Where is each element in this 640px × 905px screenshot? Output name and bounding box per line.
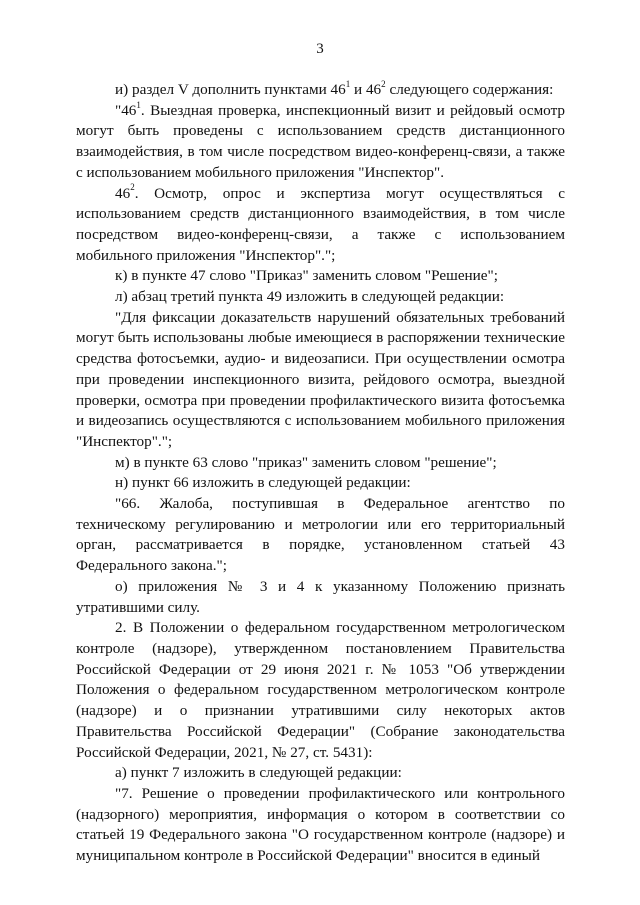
paragraph-item-n: н) пункт 66 изложить в следующей редакции: [115,474,411,492]
paragraph-item-a: а) пункт 7 изложить в следующей редакции: [115,764,402,782]
document-body [76,80,565,867]
paragraph-quote-7: "7. Решение о проведении профилактического или контрольного (надзорного) мероприятия, информация о котором в соответствии со статьей 19 Федерального закона "О государственном контроле (надзоре) и муниципальном контроле в Российской Федерации" вносится в единый [76,784,565,865]
page-number: 3 [316,41,324,57]
paragraph-quote-49: "Для фиксации доказательств нарушений обязательных требований могут быть использованы любые имеющиеся в распоряжении технические средства фотосъемки, аудио- и видеозаписи. При осуществлении осмотра при проведении инспекционного визита, рейдового осмотра, выездной проверки, осмотра при проведении профилактического визита фотосъемка и видеозапись осуществляются с использованием мобильного приложения "Инспектор"."; [76,308,565,450]
paragraph-item-i: и) раздел V дополнить пунктами $46^1$ и $46^2$ следующего содержания: [115,78,554,98]
paragraph-section-2: 2. В Положении о федеральном государственном метрологическом контроле (надзоре), утвержденном постановлением Правительства Российской Федерации от 29 июня 2021 г. № 1053 "Об утверждении Положения о федеральном государственном метрологическом контроле (надзоре) и о признании утратившими силу некоторых актов Правительства Российской Федерации" (Собрание законодательства Российской Федерации, 2021, № 27, ст. 5431): [76,619,565,761]
paragraph-item-l: л) абзац третий пункта 49 изложить в следующей редакции: [115,288,505,306]
paragraph-item-m: м) в пункте 63 слово "приказ" заменить словом "решение"; [115,453,497,471]
paragraph-item-k: к) в пункте 47 слово "Приказ" заменить словом "Решение"; [115,267,498,285]
paragraph-46-1: "$46^1$. Выездная проверка, инспекционный визит и рейдовый осмотр могут быть проведены с использованием средств дистанционного взаимодействия, в том числе посредством видео-конференц-связи, а также с использованием мобильного приложения "Инспектор". [76,99,565,181]
paragraph-quote-66: "66. Жалоба, поступившая в Федеральное агентство по техническому регулированию и метрологии или его территориальный орган, рассматривается в порядке, установленном статьей 43 Федерального закона."; [76,495,565,575]
paragraph-item-o: о) приложения № 3 и 4 к указанному Положению признать утратившими силу. [76,577,565,616]
paragraph-46-2: $46^2$. Осмотр, опрос и экспертиза могут осуществляться с использованием средств дистанционного взаимодействия, в том числе посредством видео-конференц-связи, а также с использованием мобильного приложения "Инспектор"."; [76,182,565,264]
